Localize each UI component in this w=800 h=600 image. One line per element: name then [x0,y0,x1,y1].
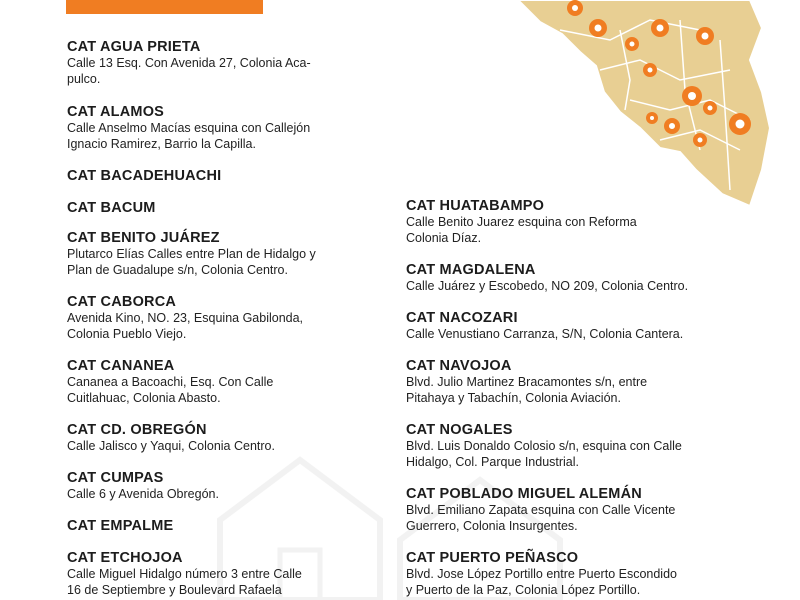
office-entry [67,229,387,293]
office-entry [406,549,751,598]
office-address: Blvd. Emiliano Zapata esquina con Calle Vicente Guerrero, Colonia Insurgentes. [406,503,676,533]
office-entry [67,199,387,229]
office-address: Calle Benito Juarez esquina con Reforma Colonia Díaz. [406,215,637,245]
office-title: CAT CANANEA [67,358,175,374]
accent-header-bar [66,0,263,14]
office-title: CAT BENITO JUÁREZ [67,230,220,246]
office-title: CAT CUMPAS [67,470,164,486]
office-title: CAT CD. OBREGÓN [67,422,207,438]
sonora-map-icon [500,0,800,210]
office-entry [67,38,387,103]
office-address: Calle 6 y Avenida Obregón. [67,487,219,501]
office-entry [406,485,751,549]
office-entry [67,103,387,167]
office-title: CAT BACUM [67,200,156,216]
office-entry [67,469,387,517]
office-address: Avenida Kino, NO. 23, Esquina Gabilonda, Colonia Pueblo Viejo. [67,311,304,341]
office-title: CAT ALAMOS [67,104,165,120]
office-title: CAT AGUA PRIETA [67,39,201,55]
office-title: CAT NAVOJOA [406,358,512,374]
office-title: CAT ETCHOJOA [67,550,183,566]
office-entry [67,167,387,199]
office-entry [406,421,751,485]
office-entry [67,421,387,469]
office-entry [406,309,751,357]
office-address: Calle Venustiano Carranza, S/N, Colonia Cantera. [406,327,684,341]
office-title: CAT HUATABAMPO [406,198,545,214]
office-address: Blvd. Julio Martinez Bracamontes s/n, entre Pitahaya y Tabachín, Colonia Aviación. [406,375,648,405]
office-entry [67,549,387,598]
right-office-list [406,197,751,598]
office-title: CAT EMPALME [67,518,174,534]
office-address: Calle Miguel Hidalgo número 3 entre Calle 16 de Septiembre y Boulevard Rafaela [67,567,302,597]
office-address: Blvd. Luis Donaldo Colosio s/n, esquina con Calle Hidalgo, Col. Parque Industrial. [406,439,682,469]
office-title: CAT PUERTO PEÑASCO [406,550,579,566]
office-address: Cananea a Bacoachi, Esq. Con Calle Cuitlahuac, Colonia Abasto. [67,375,274,405]
left-office-list [67,38,387,598]
office-title: CAT CABORCA [67,294,177,310]
office-entry [67,517,387,549]
office-address: Blvd. Jose López Portillo entre Puerto Escondido y Puerto de la Paz, Colonia López Portillo. [406,567,677,597]
office-address: Calle Anselmo Macías esquina con Callejón Ignacio Ramirez, Barrio la Capilla. [67,121,311,151]
office-entry [406,357,751,421]
office-entry [406,261,751,309]
office-title: CAT BACADEHUACHI [67,168,222,184]
office-entry [67,357,387,421]
office-title: CAT POBLADO MIGUEL ALEMÁN [406,486,642,502]
office-entry [406,197,751,261]
office-address: Calle 13 Esq. Con Avenida 27, Colonia Aca- pulco. [67,56,311,86]
office-address: Plutarco Elías Calles entre Plan de Hidalgo y Plan de Guadalupe s/n, Colonia Centro. [67,247,316,277]
office-title: CAT MAGDALENA [406,262,536,278]
office-entry [67,293,387,357]
office-title: CAT NOGALES [406,422,513,438]
office-address: Calle Jalisco y Yaqui, Colonia Centro. [67,439,275,453]
office-address: Calle Juárez y Escobedo, NO 209, Colonia Centro. [406,279,689,293]
office-title: CAT NACOZARI [406,310,518,326]
